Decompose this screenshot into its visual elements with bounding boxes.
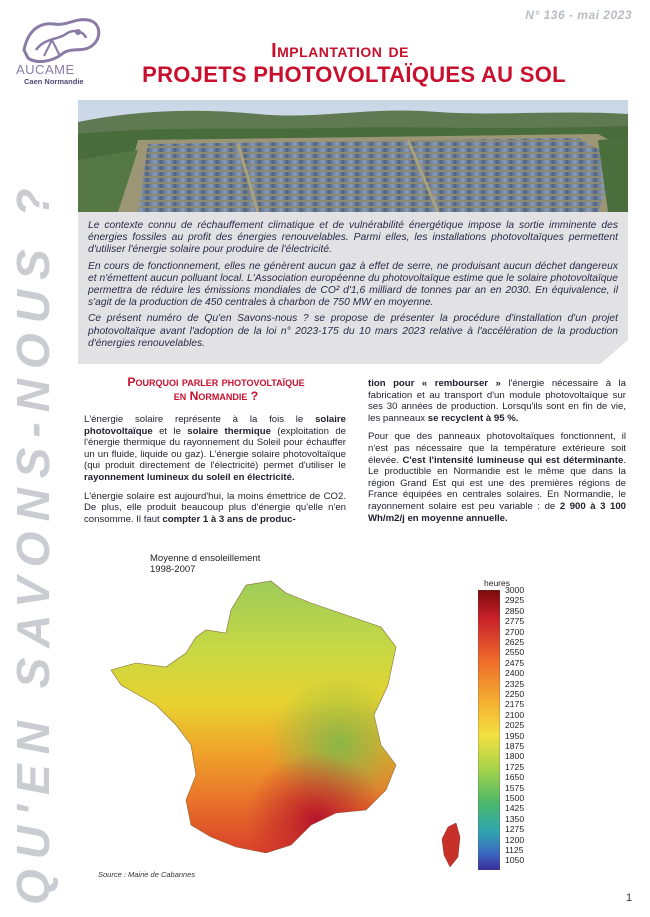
title-line-2: PROJETS PHOTOVOLTAÏQUES AU SOL bbox=[142, 62, 566, 87]
legend-label: 1125 bbox=[505, 845, 524, 855]
legend-label: 2325 bbox=[505, 678, 525, 689]
legend-label: 1050 bbox=[505, 855, 525, 866]
column-1-paragraph-1: L'énergie solaire représente à la fois le solaire photovoltaïque et le solaire thermique (exploitation de l'énergie thermique du rayonnement du Soleil pour échauffer un un fluide, liquide ou gaz). L'énergie solaire photovoltaïque (qui produit directement de l'électricité) permet d'utiliser le rayonnement lumineux du soleil en électricité. bbox=[84, 414, 346, 483]
legend-label: 2400 bbox=[505, 668, 525, 679]
intro-paragraph-2: En cours de fonctionnement, elles ne génèrent aucun gaz à effet de serre, ne produisant aucun déchet dangereux et n'émettent aucun polluant local. L'Association européenne du photovoltaïque estime que le solaire photovoltaïque permettra de réduire les émissions mondiales de CO² d'1,6 milliard de tonnes par an en 2030. En équivalence, il s'agit de la production de 450 centrales à charbon de 750 MW en moyenne. bbox=[88, 260, 618, 309]
legend-label: 2625 bbox=[505, 637, 525, 647]
logo-subtext: Caen Normandie bbox=[24, 77, 84, 86]
legend-label: 2175 bbox=[505, 699, 525, 710]
legend-label: 1350 bbox=[505, 813, 525, 824]
legend-label: 1725 bbox=[505, 761, 525, 772]
legend-label: 3000 bbox=[505, 585, 525, 595]
legend-label: 1500 bbox=[505, 793, 525, 803]
legend-label: 1800 bbox=[505, 751, 525, 762]
logo-text: AUCAME bbox=[16, 62, 75, 77]
legend-unit: heures bbox=[484, 578, 510, 588]
map-source: Source : Mairie de Cabannes bbox=[98, 870, 196, 879]
solar-farm-photo bbox=[78, 100, 628, 212]
corsica-shape bbox=[442, 823, 460, 867]
legend-label: 1875 bbox=[505, 741, 525, 751]
title-line-1: Implantation de bbox=[271, 40, 409, 62]
legend-label: 2925 bbox=[505, 595, 525, 606]
legend-label: 1200 bbox=[505, 834, 525, 845]
legend-label: 1425 bbox=[505, 803, 525, 814]
intro-paragraph-3: Ce présent numéro de Qu'en Savons-nous ? se propose de présenter la procédure d'installation d'un projet photovoltaïque avant l'adoption de la loi n° 2023-175 du 10 mars 2023 relative à l'accélération de la production d'énergies renouvelables. bbox=[88, 313, 618, 349]
map-title bbox=[150, 553, 260, 575]
legend-label: 2025 bbox=[505, 720, 525, 731]
column-2-paragraph-1: tion pour « rembourser » l'énergie nécessaire à la fabrication et au transport d'un module photovoltaïque sur ses 30 années de production. Lorsqu'ils sont en fin de vie, les panneaux se recyclent à 95 %. bbox=[368, 378, 626, 424]
section-heading bbox=[84, 375, 348, 403]
map-title-line-1: Moyenne d ensoleillement bbox=[150, 553, 261, 564]
column-2-paragraph-2: Pour que des panneaux photovoltaïques fonctionnent, il n'est pas nécessaire que la température extérieure soit élevée. C'est l'intensité lumineuse qui est déterminante. Le productible en Normandie est le même que dans la région Grand Est qui est une des premières régions de France équipées en centrales solaires. En Normandie, le rayonnement solaire est peu variable : de 2 900 à 3 100 Wh/m2/j en moyenne annuelle. bbox=[368, 431, 627, 524]
legend-label: 1275 bbox=[505, 824, 525, 835]
intro-paragraph-1: Le contexte connu de réchauffement climatique et de vulnérabilité énergétique impose la sortie imminente des énergies fossiles au profit des énergies renouvelables. Parmi elles, les installations photovoltaïques permettent d'utiliser l'énergie solaire pour produire de l'électricité. bbox=[88, 220, 618, 256]
section-heading-line-2: en Normandie ? bbox=[173, 389, 259, 403]
legend-label: 2475 bbox=[505, 657, 525, 668]
article-column-1 bbox=[84, 414, 346, 532]
page-number: 1 bbox=[626, 892, 633, 904]
legend-label: 1650 bbox=[505, 772, 525, 783]
legend-label: 1950 bbox=[505, 730, 525, 741]
legend-color-bar bbox=[478, 590, 500, 870]
side-series-title: QU'EN SAVONS-NOUS ? bbox=[7, 178, 59, 905]
legend-label: 2100 bbox=[505, 709, 525, 720]
issue-number: N° 136 - mai 2023 bbox=[525, 8, 632, 22]
map-title-line-2: 1998-2007 bbox=[150, 564, 196, 575]
legend-label: 2250 bbox=[505, 689, 525, 699]
section-heading-line-1: Pourquoi parler photovoltaïque bbox=[127, 375, 305, 389]
france-sunshine-map bbox=[96, 575, 476, 875]
column-1-paragraph-2: L'énergie solaire est aujourd'hui, la moins émettrice de CO2. De plus, elle produit beaucoup plus d'énergie qu'elle n'en consomme. Il faut compter 1 à 3 ans de produc- bbox=[84, 490, 346, 525]
legend-label: 2550 bbox=[505, 647, 525, 658]
article-column-2 bbox=[368, 378, 626, 531]
legend-label: 2775 bbox=[505, 616, 525, 627]
legend-label: 1575 bbox=[505, 782, 525, 793]
legend-label: 2700 bbox=[505, 626, 525, 637]
intro-box bbox=[78, 212, 628, 364]
legend-label: 2850 bbox=[505, 605, 525, 616]
